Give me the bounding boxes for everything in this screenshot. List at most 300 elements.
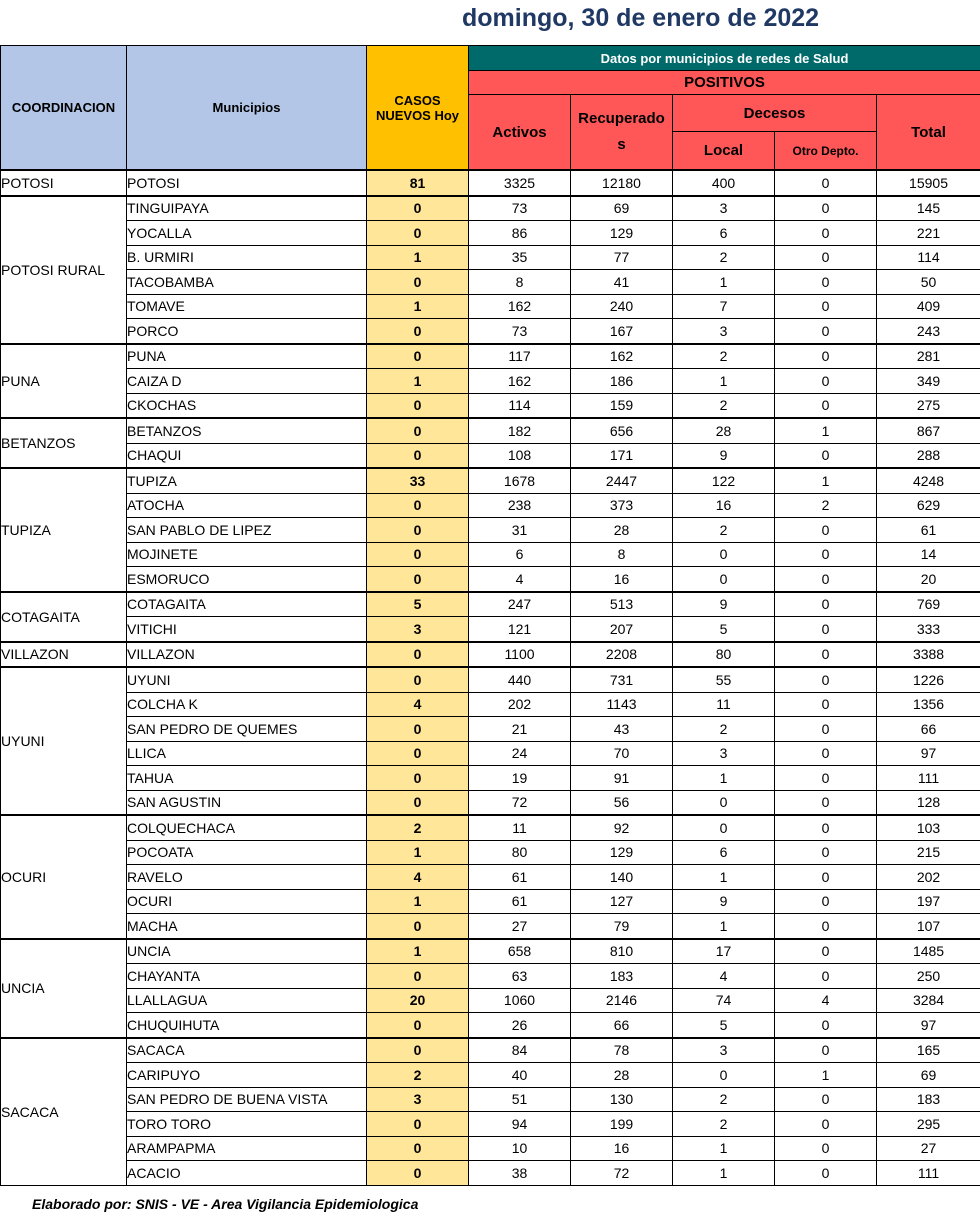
municipio-cell: RAVELO [127,865,367,890]
municipio-cell: ATOCHA [127,493,367,518]
header-positivos: POSITIVOS [469,71,980,95]
recuperados-cell: 810 [571,939,673,964]
casos-nuevos-cell: 1 [367,939,469,964]
decesos-otro-depto-cell: 0 [775,692,877,717]
activos-cell: 440 [469,667,571,692]
total-cell: 3284 [877,988,980,1013]
activos-cell: 117 [469,344,571,369]
casos-nuevos-cell: 1 [367,294,469,319]
decesos-local-cell: 4 [673,964,775,989]
casos-nuevos-cell: 0 [367,418,469,443]
decesos-otro-depto-cell: 0 [775,766,877,791]
casos-nuevos-cell: 0 [367,1136,469,1161]
table-row [1,865,980,890]
coordinacion-cell: COTAGAITA [1,592,127,642]
table-row [1,418,980,443]
table-row [1,1136,980,1161]
coordinacion-cell: POTOSI [1,170,127,196]
decesos-otro-depto-cell: 0 [775,1038,877,1063]
coordinacion-cell: UNCIA [1,939,127,1038]
recuperados-cell: 140 [571,865,673,890]
decesos-otro-depto-cell: 0 [775,393,877,418]
decesos-local-cell: 2 [673,717,775,742]
casos-nuevos-cell: 4 [367,692,469,717]
decesos-otro-depto-cell: 0 [775,717,877,742]
recuperados-cell: 171 [571,443,673,468]
recuperados-cell: 16 [571,1136,673,1161]
activos-cell: 162 [469,369,571,394]
decesos-local-cell: 5 [673,617,775,642]
decesos-otro-depto-cell: 0 [775,319,877,344]
municipio-cell: UYUNI [127,667,367,692]
decesos-otro-depto-cell: 1 [775,418,877,443]
activos-cell: 61 [469,889,571,914]
decesos-otro-depto-cell: 0 [775,939,877,964]
decesos-local-cell: 1 [673,270,775,295]
table-row [1,692,980,717]
decesos-local-cell: 80 [673,642,775,668]
total-cell: 114 [877,245,980,270]
total-cell: 275 [877,393,980,418]
header-otro-depto: Otro Depto. [775,132,877,171]
municipio-cell: BETANZOS [127,418,367,443]
municipio-cell: PUNA [127,344,367,369]
decesos-local-cell: 16 [673,493,775,518]
decesos-local-cell: 9 [673,443,775,468]
table-row [1,1112,980,1137]
recuperados-cell: 66 [571,1013,673,1038]
header-coordinacion: COORDINACION [1,46,127,171]
total-cell: 111 [877,1161,980,1186]
table-row [1,741,980,766]
casos-nuevos-cell: 1 [367,840,469,865]
total-cell: 333 [877,617,980,642]
table-row [1,642,980,668]
decesos-local-cell: 1 [673,1136,775,1161]
casos-nuevos-cell: 0 [367,567,469,592]
municipio-cell: TINGUIPAYA [127,196,367,221]
decesos-local-cell: 5 [673,1013,775,1038]
casos-nuevos-cell: 2 [367,1063,469,1088]
total-cell: 128 [877,790,980,815]
decesos-otro-depto-cell: 0 [775,592,877,617]
recuperados-cell: 72 [571,1161,673,1186]
municipio-cell: YOCALLA [127,221,367,246]
header-casos-line2: NUEVOS Hoy [375,107,460,123]
activos-cell: 162 [469,294,571,319]
total-cell: 250 [877,964,980,989]
total-cell: 215 [877,840,980,865]
table-row [1,270,980,295]
table-row [1,443,980,468]
municipio-cell: CKOCHAS [127,393,367,418]
activos-cell: 108 [469,443,571,468]
activos-cell: 94 [469,1112,571,1137]
municipio-cell: SAN PEDRO DE QUEMES [127,717,367,742]
table-row [1,245,980,270]
table-row [1,542,980,567]
total-cell: 409 [877,294,980,319]
municipio-cell: ARAMPAPMA [127,1136,367,1161]
decesos-local-cell: 6 [673,221,775,246]
activos-cell: 73 [469,319,571,344]
total-cell: 1356 [877,692,980,717]
total-cell: 107 [877,914,980,939]
total-cell: 769 [877,592,980,617]
activos-cell: 31 [469,518,571,543]
recuperados-cell: 2146 [571,988,673,1013]
decesos-local-cell: 2 [673,393,775,418]
casos-nuevos-cell: 0 [367,914,469,939]
municipio-cell: MACHA [127,914,367,939]
decesos-otro-depto-cell: 0 [775,196,877,221]
header-recuperados-line1: Recuperado [578,110,665,127]
decesos-otro-depto-cell: 0 [775,642,877,668]
table-body [1,170,980,1185]
decesos-otro-depto-cell: 0 [775,1136,877,1161]
recuperados-cell: 70 [571,741,673,766]
total-cell: 97 [877,1013,980,1038]
activos-cell: 27 [469,914,571,939]
total-cell: 197 [877,889,980,914]
casos-nuevos-cell: 0 [367,518,469,543]
header-casos-nuevos [367,46,469,171]
total-cell: 145 [877,196,980,221]
table-row [1,964,980,989]
municipio-cell: SAN PEDRO DE BUENA VISTA [127,1087,367,1112]
casos-nuevos-cell: 0 [367,1013,469,1038]
table-row [1,1013,980,1038]
total-cell: 1485 [877,939,980,964]
table-row [1,170,980,196]
decesos-otro-depto-cell: 4 [775,988,877,1013]
decesos-local-cell: 9 [673,592,775,617]
decesos-otro-depto-cell: 0 [775,542,877,567]
decesos-otro-depto-cell: 0 [775,1112,877,1137]
total-cell: 50 [877,270,980,295]
decesos-otro-depto-cell: 0 [775,865,877,890]
casos-nuevos-cell: 4 [367,865,469,890]
recuperados-cell: 199 [571,1112,673,1137]
recuperados-cell: 2447 [571,468,673,493]
municipio-cell: SAN PABLO DE LIPEZ [127,518,367,543]
recuperados-cell: 159 [571,393,673,418]
recuperados-cell: 91 [571,766,673,791]
activos-cell: 21 [469,717,571,742]
header-decesos: Decesos [673,95,877,132]
decesos-local-cell: 2 [673,1087,775,1112]
recuperados-cell: 240 [571,294,673,319]
decesos-local-cell: 3 [673,741,775,766]
total-cell: 295 [877,1112,980,1137]
decesos-local-cell: 400 [673,170,775,196]
decesos-local-cell: 0 [673,815,775,840]
table-row [1,717,980,742]
table-row [1,493,980,518]
recuperados-cell: 92 [571,815,673,840]
municipio-cell: OCURI [127,889,367,914]
decesos-otro-depto-cell: 0 [775,369,877,394]
municipio-cell: VILLAZON [127,642,367,668]
decesos-otro-depto-cell: 0 [775,889,877,914]
recuperados-cell: 43 [571,717,673,742]
activos-cell: 1100 [469,642,571,668]
activos-cell: 84 [469,1038,571,1063]
recuperados-cell: 130 [571,1087,673,1112]
decesos-local-cell: 28 [673,418,775,443]
decesos-local-cell: 0 [673,542,775,567]
municipio-cell: TACOBAMBA [127,270,367,295]
casos-nuevos-cell: 0 [367,1038,469,1063]
coordinacion-cell: TUPIZA [1,468,127,592]
decesos-otro-depto-cell: 0 [775,617,877,642]
casos-nuevos-cell: 0 [367,344,469,369]
casos-nuevos-cell: 81 [367,170,469,196]
table-row [1,1038,980,1063]
decesos-local-cell: 1 [673,369,775,394]
cases-table [0,45,980,1186]
header-total: Total [877,95,980,171]
recuperados-cell: 56 [571,790,673,815]
decesos-local-cell: 0 [673,1063,775,1088]
casos-nuevos-cell: 0 [367,717,469,742]
table-row [1,319,980,344]
decesos-local-cell: 2 [673,344,775,369]
total-cell: 27 [877,1136,980,1161]
table-row [1,840,980,865]
decesos-otro-depto-cell: 0 [775,245,877,270]
table-row [1,196,980,221]
header-datos-redes: Datos por municipios de redes de Salud [469,46,980,71]
casos-nuevos-cell: 0 [367,493,469,518]
decesos-otro-depto-cell: 0 [775,840,877,865]
activos-cell: 80 [469,840,571,865]
decesos-local-cell: 3 [673,196,775,221]
decesos-local-cell: 3 [673,319,775,344]
coordinacion-cell: BETANZOS [1,418,127,468]
municipio-cell: CAIZA D [127,369,367,394]
casos-nuevos-cell: 3 [367,617,469,642]
casos-nuevos-cell: 0 [367,766,469,791]
recuperados-cell: 41 [571,270,673,295]
decesos-local-cell: 1 [673,766,775,791]
table-row [1,1087,980,1112]
casos-nuevos-cell: 0 [367,393,469,418]
recuperados-cell: 167 [571,319,673,344]
table-row [1,1161,980,1186]
recuperados-cell: 79 [571,914,673,939]
casos-nuevos-cell: 0 [367,790,469,815]
decesos-otro-depto-cell: 0 [775,294,877,319]
activos-cell: 8 [469,270,571,295]
casos-nuevos-cell: 0 [367,1112,469,1137]
coordinacion-cell: UYUNI [1,667,127,815]
activos-cell: 238 [469,493,571,518]
table-row [1,294,980,319]
activos-cell: 202 [469,692,571,717]
municipio-cell: COLCHA K [127,692,367,717]
decesos-otro-depto-cell: 0 [775,567,877,592]
decesos-local-cell: 6 [673,840,775,865]
recuperados-cell: 77 [571,245,673,270]
decesos-otro-depto-cell: 2 [775,493,877,518]
decesos-local-cell: 2 [673,245,775,270]
municipio-cell: VITICHI [127,617,367,642]
total-cell: 1226 [877,667,980,692]
activos-cell: 73 [469,196,571,221]
total-cell: 66 [877,717,980,742]
table-row [1,1063,980,1088]
table-row [1,889,980,914]
casos-nuevos-cell: 5 [367,592,469,617]
decesos-local-cell: 9 [673,889,775,914]
casos-nuevos-cell: 3 [367,1087,469,1112]
header-casos-line1: CASOS [394,92,441,108]
decesos-otro-depto-cell: 0 [775,1161,877,1186]
table-row [1,369,980,394]
municipio-cell: SAN AGUSTIN [127,790,367,815]
table-row [1,468,980,493]
decesos-local-cell: 55 [673,667,775,692]
casos-nuevos-cell: 0 [367,270,469,295]
recuperados-cell: 28 [571,1063,673,1088]
total-cell: 288 [877,443,980,468]
municipio-cell: SACACA [127,1038,367,1063]
total-cell: 97 [877,741,980,766]
decesos-local-cell: 7 [673,294,775,319]
municipio-cell: TUPIZA [127,468,367,493]
decesos-otro-depto-cell: 1 [775,1063,877,1088]
activos-cell: 61 [469,865,571,890]
table-row [1,617,980,642]
decesos-otro-depto-cell: 0 [775,741,877,766]
decesos-local-cell: 74 [673,988,775,1013]
activos-cell: 35 [469,245,571,270]
total-cell: 3388 [877,642,980,668]
table-row [1,393,980,418]
decesos-otro-depto-cell: 0 [775,518,877,543]
total-cell: 4248 [877,468,980,493]
recuperados-cell: 129 [571,840,673,865]
recuperados-cell: 129 [571,221,673,246]
municipio-cell: CHAYANTA [127,964,367,989]
casos-nuevos-cell: 0 [367,667,469,692]
recuperados-cell: 1143 [571,692,673,717]
municipio-cell: POTOSI [127,170,367,196]
table-row [1,518,980,543]
casos-nuevos-cell: 0 [367,642,469,668]
decesos-local-cell: 0 [673,790,775,815]
table-row [1,790,980,815]
recuperados-cell: 127 [571,889,673,914]
casos-nuevos-cell: 1 [367,889,469,914]
table-row [1,988,980,1013]
decesos-local-cell: 1 [673,914,775,939]
activos-cell: 1060 [469,988,571,1013]
decesos-otro-depto-cell: 1 [775,468,877,493]
municipio-cell: TOMAVE [127,294,367,319]
total-cell: 103 [877,815,980,840]
recuperados-cell: 186 [571,369,673,394]
decesos-local-cell: 2 [673,518,775,543]
municipio-cell: B. URMIRI [127,245,367,270]
municipio-cell: CHUQUIHUTA [127,1013,367,1038]
municipio-cell: CHAQUI [127,443,367,468]
decesos-local-cell: 0 [673,567,775,592]
decesos-otro-depto-cell: 0 [775,1013,877,1038]
recuperados-cell: 731 [571,667,673,692]
municipio-cell: TAHUA [127,766,367,791]
municipio-cell: PORCO [127,319,367,344]
casos-nuevos-cell: 20 [367,988,469,1013]
activos-cell: 4 [469,567,571,592]
casos-nuevos-cell: 0 [367,319,469,344]
recuperados-cell: 8 [571,542,673,567]
total-cell: 867 [877,418,980,443]
recuperados-cell: 16 [571,567,673,592]
activos-cell: 51 [469,1087,571,1112]
coordinacion-cell: VILLAZON [1,642,127,668]
activos-cell: 38 [469,1161,571,1186]
casos-nuevos-cell: 2 [367,815,469,840]
municipio-cell: UNCIA [127,939,367,964]
activos-cell: 182 [469,418,571,443]
activos-cell: 658 [469,939,571,964]
recuperados-cell: 12180 [571,170,673,196]
total-cell: 15905 [877,170,980,196]
recuperados-cell: 2208 [571,642,673,668]
total-cell: 243 [877,319,980,344]
activos-cell: 1678 [469,468,571,493]
coordinacion-cell: OCURI [1,815,127,939]
decesos-otro-depto-cell: 0 [775,914,877,939]
table-row [1,592,980,617]
activos-cell: 6 [469,542,571,567]
header-municipios: Municipios [127,46,367,171]
decesos-otro-depto-cell: 0 [775,270,877,295]
activos-cell: 114 [469,393,571,418]
coordinacion-cell: POTOSI RURAL [1,196,127,344]
decesos-otro-depto-cell: 0 [775,964,877,989]
activos-cell: 24 [469,741,571,766]
total-cell: 281 [877,344,980,369]
decesos-local-cell: 2 [673,1112,775,1137]
decesos-otro-depto-cell: 0 [775,344,877,369]
decesos-local-cell: 3 [673,1038,775,1063]
total-cell: 202 [877,865,980,890]
header-recuperados-line2: s [617,136,626,153]
total-cell: 61 [877,518,980,543]
total-cell: 20 [877,567,980,592]
header-recuperados [571,95,673,171]
casos-nuevos-cell: 0 [367,542,469,567]
municipio-cell: TORO TORO [127,1112,367,1137]
municipio-cell: LLALLAGUA [127,988,367,1013]
total-cell: 221 [877,221,980,246]
municipio-cell: POCOATA [127,840,367,865]
decesos-local-cell: 17 [673,939,775,964]
table-row [1,567,980,592]
activos-cell: 26 [469,1013,571,1038]
casos-nuevos-cell: 0 [367,741,469,766]
recuperados-cell: 183 [571,964,673,989]
total-cell: 165 [877,1038,980,1063]
recuperados-cell: 656 [571,418,673,443]
recuperados-cell: 162 [571,344,673,369]
decesos-otro-depto-cell: 0 [775,815,877,840]
footer-credit: Elaborado por: SNIS - VE - Area Vigilancia Epidemiologica [32,1196,419,1212]
municipio-cell: COTAGAITA [127,592,367,617]
